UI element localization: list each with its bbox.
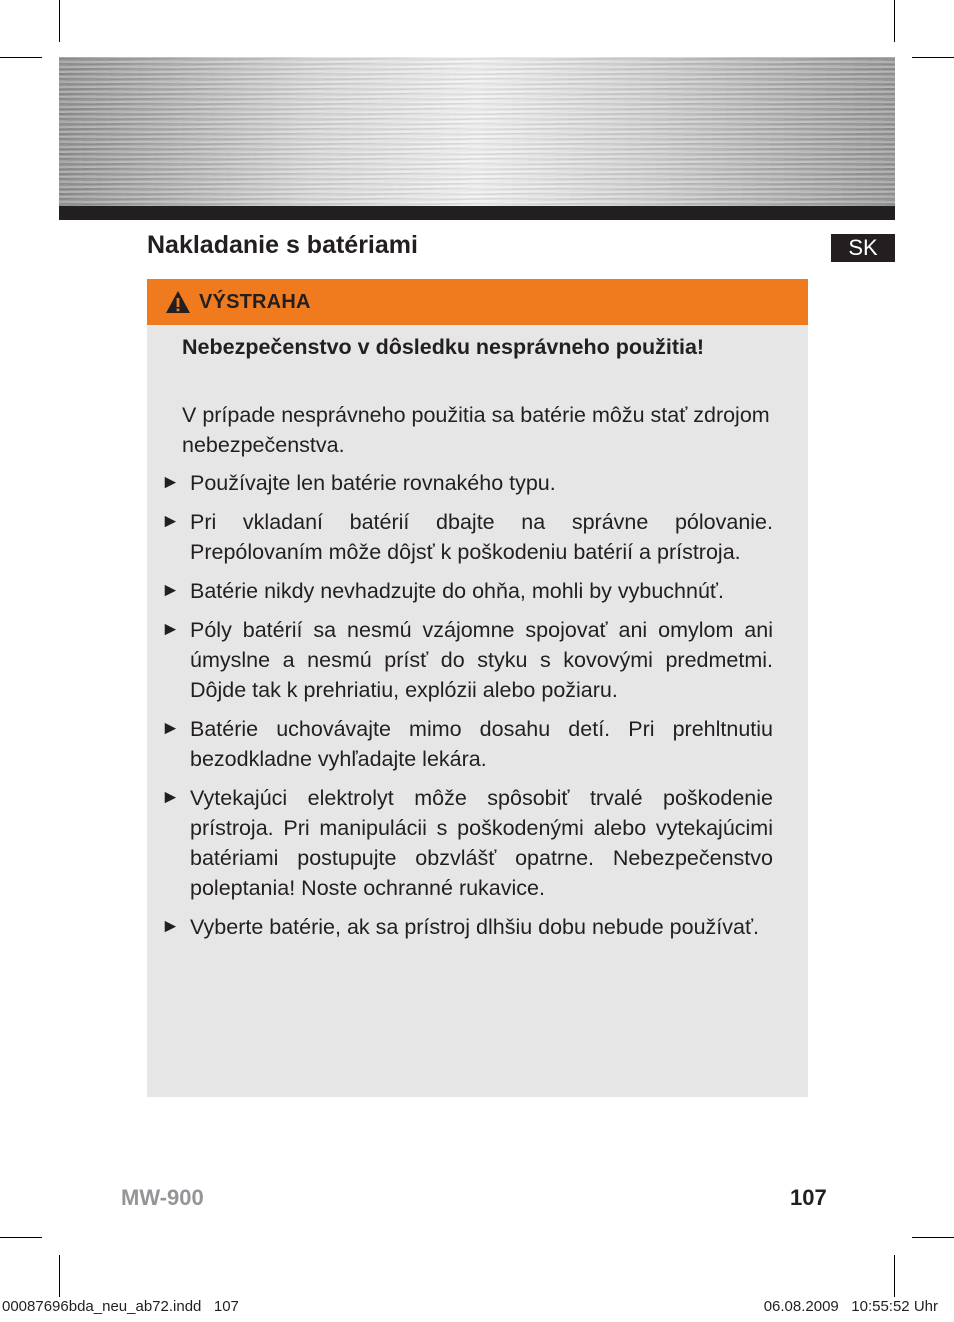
print-slug-file: 00087696bda_neu_ab72.indd 107 [2,1298,239,1315]
warning-header [147,279,808,325]
list-item-text: Používajte len batérie rovnakého typu. [190,471,556,495]
bullet-arrow-icon: ► [161,619,180,640]
crop-mark [894,1255,895,1297]
list-item [161,783,773,903]
bullet-arrow-icon: ► [161,472,180,493]
header-banner [59,57,895,206]
list-item [161,714,773,774]
list-item-text: Batérie uchovávajte mimo dosahu detí. Pri prehltnutiu bezodkladne vyhľadajte lekára. [190,717,773,771]
list-item [161,507,773,567]
crop-mark [912,1237,954,1238]
hazard-title: Nebezpečenstvo v dôsledku nesprávneho použitia! [182,335,705,359]
bullet-arrow-icon: ► [161,580,180,601]
language-badge: SK [831,234,895,262]
crop-mark [0,1237,42,1238]
hazard-description: V prípade nesprávneho použitia sa batérie môžu stať zdrojom nebezpečenstva. [182,403,770,457]
header-banner-bar [59,206,895,220]
warning-label: VÝSTRAHA [199,290,311,313]
bullet-arrow-icon: ► [161,916,180,937]
list-item-text: Vyberte batérie, ak sa prístroj dlhšiu dobu nebude používať. [190,915,760,939]
list-item [161,912,773,942]
list-item-text: Pri vkladaní batérií dbajte na správne pólovanie. Prepólovaním môže dôjsť k poškodeniu batérií a prístroja. [190,510,773,564]
list-item-text: Póly batérií sa nesmú vzájomne spojovať ani omylom ani úmyslne a nesmú prísť do styku s kovovými predmetmi. Dôjde tak k prehriatiu, explózii alebo požiaru. [190,618,773,702]
section-title: Nakladanie s batériami [147,231,418,259]
crop-mark [0,57,42,58]
crop-mark [912,57,954,58]
bullet-arrow-icon: ► [161,787,180,808]
list-item [161,615,773,705]
list-item-text: Vytekajúci elektrolyt môže spôsobiť trvalé poškodenie prístroja. Pri manipulácii s poškodenými alebo vytekajúcimi batériami postupujte obzvlášť opatrne. Nebezpečenstvo poleptania! Noste ochranné rukavice. [190,786,773,900]
list-item [161,468,773,498]
warning-triangle-icon [165,290,191,314]
warning-box [147,279,808,1097]
crop-mark [894,0,895,42]
warning-list [161,468,773,951]
print-slug-datetime: 06.08.2009 10:55:52 Uhr [763,1298,938,1315]
crop-mark [59,1255,60,1297]
footer-model: MW-900 [121,1185,204,1210]
list-item-text: Batérie nikdy nevhadzujte do ohňa, mohli by vybuchnúť. [190,579,724,603]
bullet-arrow-icon: ► [161,718,180,739]
list-item [161,576,773,606]
page-number: 107 [790,1185,827,1210]
crop-mark [59,0,60,42]
bullet-arrow-icon: ► [161,511,180,532]
